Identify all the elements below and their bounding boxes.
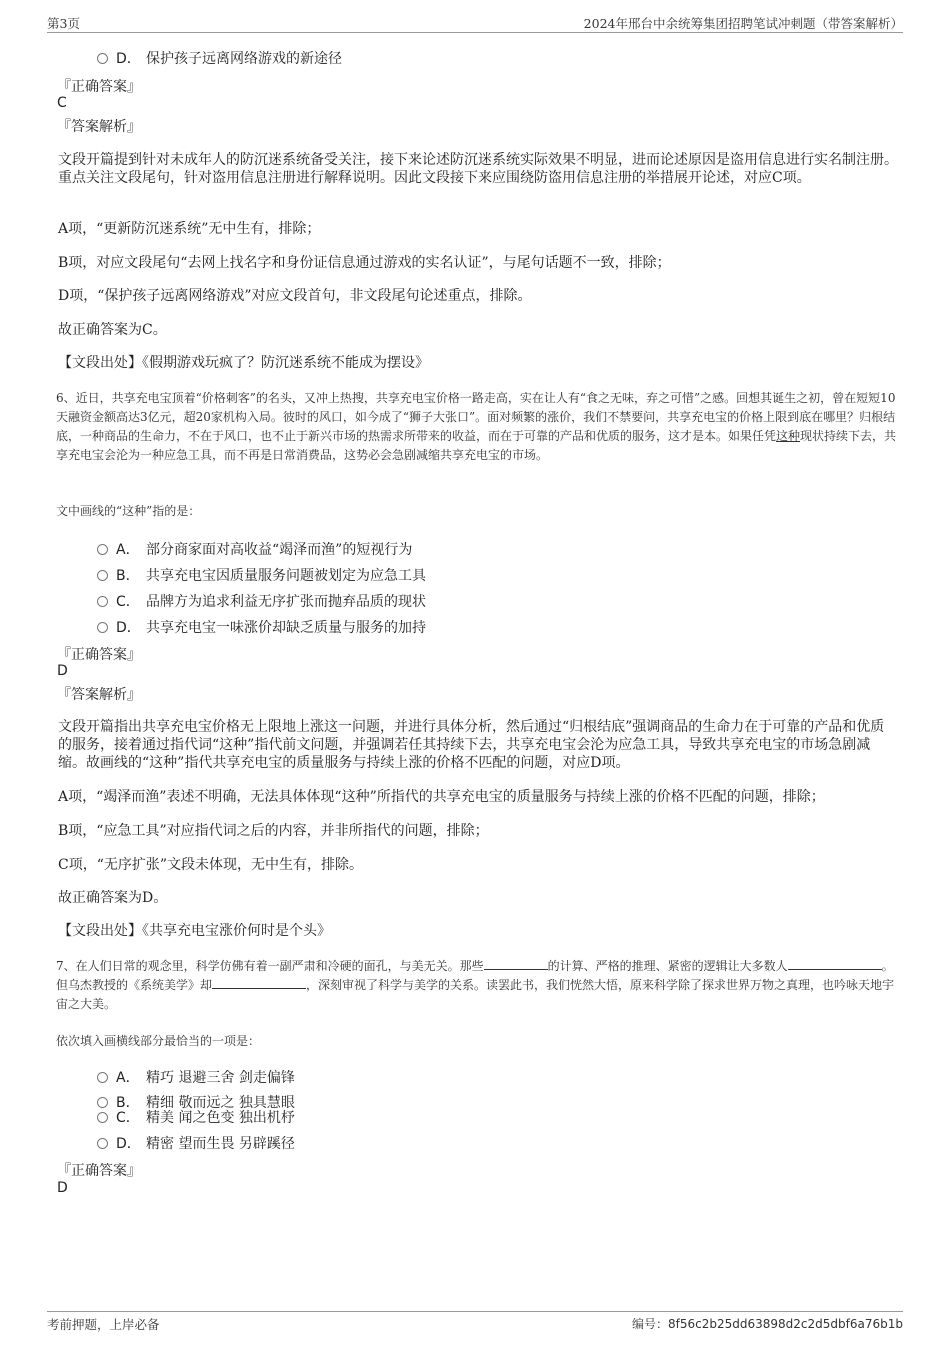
q5-option-d[interactable]: D． 保护孩子远离网络游戏的新途径 [97,48,342,68]
q7-option-d[interactable]: D． 精密 望而生畏 另辟蹊径 [97,1133,295,1153]
q5-analysis-d: D项，“保护孩子远离网络游戏”对应文段首句，非文段尾句论述重点，排除。 [58,288,532,304]
q5-conclusion: 故正确答案为C。 [58,322,167,338]
page-footer [47,1311,903,1332]
document-id: 编号：8f56c2b25dd63898d2c2d5dbf6a76b1b [632,1317,903,1331]
q5-answer-label: 『正确答案』 [57,79,141,95]
page-number: 第3页 [47,16,80,31]
document-title: 2024年邢台中余统筹集团招聘笔试冲刺题（带答案解析） [583,16,903,31]
q6-conclusion: 故正确答案为D。 [58,890,168,906]
radio-icon[interactable] [97,53,108,64]
q6-answer: D [57,663,68,679]
fill-blank-2 [788,957,882,970]
q5-answer: C [57,95,67,111]
q6-source: 【文段出处】《共享充电宝涨价何时是个头》 [58,923,331,939]
radio-icon[interactable] [97,1138,108,1149]
q5-source: 【文段出处】《假期游戏玩疯了？防沉迷系统不能成为摆设》 [58,355,429,371]
q5-analysis-p1: 文段开篇提到针对未成年人的防沉迷系统备受关注，接下来论述防沉迷系统实际效果不明显，进而论述原因是盗用信息进行实名制注册。重点关注文段尾句，针对盗用信息注册进行解释说明。因此文段接下来应围绕防盗用信息注册的举措展开论述，对应C项。 [58,152,898,186]
radio-icon[interactable] [97,1072,108,1083]
q6-analysis-b: B项，“应急工具”对应指代词之后的内容，并非所指代的问题，排除； [58,823,489,839]
q6-analysis-c: C项，“无序扩张”文段未体现，无中生有，排除。 [58,857,364,873]
q6-underlined-term: 这种 [776,429,801,443]
q6-answer-label: 『正确答案』 [57,647,141,663]
q5-analysis-b: B项，对应文段尾句“去网上找名字和身份证信息通过游戏的实名认证”，与尾句话题不一致，排除； [58,255,671,271]
radio-icon[interactable] [97,544,108,555]
radio-icon[interactable] [97,570,108,581]
radio-icon[interactable] [97,622,108,633]
radio-icon[interactable] [97,596,108,607]
q7-option-c[interactable]: C． 精美 闻之色变 独出机杼 [97,1107,295,1127]
q6-analysis-p1: 文段开篇指出共享充电宝价格无上限地上涨这一问题，并进行具体分析，然后通过“归根结底”强调商品的生命力在于可靠的产品和优质的服务，接着通过指代词“这种”指代前文问题，并强调若任其持续下去，共享充电宝会沦为应急工具，导致共享充电宝的市场急剧减缩。故画线的“这种”指代共享充电宝的质量服务与持续上涨的价格不匹配的问题，对应D项。 [58,719,885,771]
q6-option-a[interactable]: A． 部分商家面对高收益“竭泽而渔”的短视行为 [97,539,412,559]
q7-answer: D [57,1180,68,1196]
q7-stem: 7、在人们日常的观念里，科学仿佛有着一副严肃和冷硬的面孔，与美无关。那些 的计算、严格的推理、紧密的逻辑让大多数人 。但乌杰教授的《系统美学》却 ，深刻审视了科学与美学的关系。读罢此书，我们恍然大悟，原来科学除了探求世界万物之真理，也吟咏天地宇宙之大美。 [56,959,895,1011]
fill-blank-1 [484,957,548,970]
radio-icon[interactable] [97,1112,108,1123]
fill-blank-3 [212,976,306,989]
q6-analysis-label: 『答案解析』 [57,687,141,703]
page-header [47,14,903,33]
q6-option-b[interactable]: B． 共享充电宝因质量服务问题被划定为应急工具 [97,565,426,585]
q7-prompt: 依次填入画横线部分最恰当的一项是： [56,1034,261,1048]
q6-option-d[interactable]: D． 共享充电宝一味涨价却缺乏质量与服务的加持 [97,617,426,637]
q6-option-c[interactable]: C． 品牌方为追求利益无序扩张而抛弃品质的现状 [97,591,426,611]
q6-prompt: 文中画线的“这种”指的是： [56,504,201,518]
q7-option-a[interactable]: A． 精巧 退避三舍 剑走偏锋 [97,1067,295,1087]
q6-stem: 6、近日，共享充电宝顶着“价格刺客”的名头，又冲上热搜，共享充电宝价格一路走高，实在让人有“食之无味，弃之可惜”之感。回想其诞生之初，曾在短短10天融资金额高达3亿元，超20家机构入局。彼时的风口，如今成了“狮子大张口”。面对频繁的涨价，我们不禁要问，共享充电宝的价格上限到底在哪里？归根结底，一种商品的生命力，不在于风口，也不止于新兴市场的热需求所带来的收益，而在于可靠的产品和优质的服务，这才是本。如果任凭这种现状持续下去，共享充电宝会沦为一种应急工具，而不再是日常消费品，这势必会急剧减缩共享充电宝的市场。 [56,391,897,462]
q5-analysis-label: 『答案解析』 [57,119,141,135]
footer-slogan: 考前押题，上岸必备 [47,1317,160,1332]
q6-analysis-a: A项，“竭泽而渔”表述不明确，无法具体体现“这种”所指代的共享充电宝的质量服务与持续上涨的价格不匹配的问题，排除； [58,789,825,805]
q7-option-b[interactable]: B． 精细 敬而远之 独具慧眼 [97,1092,295,1112]
q5-analysis-a: A项，“更新防沉迷系统”无中生有，排除； [58,221,321,237]
q7-answer-label: 『正确答案』 [57,1163,141,1179]
